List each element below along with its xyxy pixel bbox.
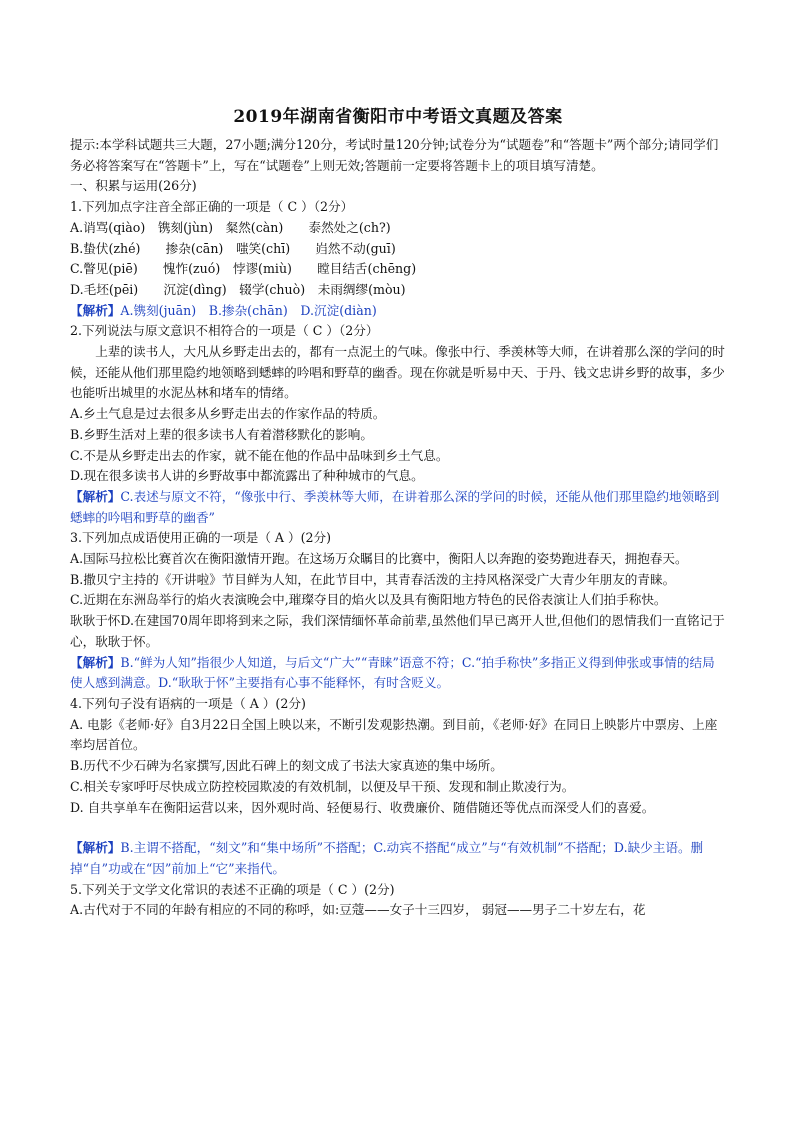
option-b: B.蛰伏(zhé) 掺杂(cān) 嗤笑(chī) 岿然不动(guī) [70,240,396,256]
option-d: D. 自共享单车在衡阳运营以来，因外观时尚、轻便易行、收费廉价、随借随还等优点而深受人们的喜爱。 [70,799,655,815]
answer-explanation [70,487,726,528]
option-d: D.毛坯(pēi) 沉淀(dìng) 辍学(chuò) 未雨绸缪(mòu) [70,281,406,297]
option-a: A. 电影《老师·好》自3月22日全国上映以来，不断引发观影热潮。到目前，《老师·好》在同日上映影片中票房、上座率均居首位。 [70,716,718,753]
question-stem: 3.下列加点成语使用正确的一项是（ A ）(2分) [70,530,332,546]
option-a: A.诮骂(qiào) 镌刻(jùn) 粲然(càn) 泰然处之(ch?) [70,219,391,235]
explanation-text: B.主谓不搭配，“刻文”和“集中场所”不搭配；C.动宾不搭配“成立”与“有效机制”不搭配；D.缺少主语。删掉“自”功或在“因”前加上“它”来指代。 [70,840,704,876]
answer-explanation [70,838,726,879]
explanation-tag: 【解析】 [70,488,121,504]
explanation-tag: 【解析】 [70,840,121,856]
option-b: B.撒贝宁主持的《开讲啦》节目鲜为人知，在此节目中，其青春活泼的主持风格深受广大青少年朋友的青睐。 [70,571,676,587]
answer-explanation [70,653,726,694]
option-c: C.瞥见(piē) 愧怍(zuó) 悖谬(miù) 瞠目结舌(chēng) [70,261,417,277]
option-c: C.相关专家呼吁尽快成立防控校园欺凌的有效机制，以便及早干预、发现和制止欺凌行为。 [70,778,575,794]
question-stem: 1.下列加点字注音全部正确的一项是（ C ）（2分） [70,199,354,215]
option-b: B.历代不少石碑为名家撰写,因此石碑上的刻文成了书法大家真迹的集中场所。 [70,758,503,774]
exam-tip: 提示:本学科试题共三大题，27小题;满分120分，考试时量120分钟;试卷分为“试题卷”和“答题卡”两个部分;请同学们务必将答案写在“答题卡”上，写在“试题卷”上则无效;答题前一定要将答题卡上的项目填写清楚。 [70,137,719,173]
question-stem: 5.下列关于文学文化常识的表述不正确的项是（ C ）(2分) [70,881,395,897]
option-c: C.近期在东洲岛举行的焰火表演晚会中,璀璨夺目的焰火以及具有衡阳地方特色的民俗表演让人们拍手称快。 [70,592,667,608]
explanation-text: A.镌刻(juān) B.掺杂(chān) D.沉淀(diàn) [120,302,377,318]
option-a: A.国际马拉松比赛首次在衡阳激情开跑。在这场万众瞩目的比赛中，衡阳人以奔跑的姿势跑进春天，拥抱春天。 [70,551,688,567]
section-heading: 一、积累与运用(26分) [70,178,197,194]
question-stem: 4.下列句子没有语病的一项是（ A ）(2分) [70,695,306,711]
option-d: 耿耿于怀D.在建国70周年即将到来之际，我们深情缅怀革命前辈,虽然他们早已离开人世,但他们的恩情我们一直铭记于心，耿耿于怀。 [70,613,725,649]
option-c: C.不是从乡野走出去的作家，就不能在他的作品中品味到乡土气息。 [70,447,449,463]
document-body [70,98,726,921]
option-d: D.现在很多读书人讲的乡野故事中都流露出了种种城市的气息。 [70,468,424,484]
explanation-tag: 【解析】 [70,302,121,318]
option-b: B.乡野生活对上辈的很多读书人有着潜移默化的影响。 [70,426,373,442]
explanation-text: C.表述与原文不符，“像张中行、季羡林等大师，在讲着那么深的学问的时候，还能从他们那里隐约地领略到蟋蟀的吟唱和野草的幽香” [70,488,720,525]
page-title: 2019年湖南省衡阳市中考语文真题及答案 [233,107,563,127]
option-a: A.乡土气息是过去很多从乡野走出去的作家作品的特质。 [70,406,386,422]
explanation-tag: 【解析】 [70,654,121,670]
answer-explanation [70,301,726,322]
option-a: A.古代对于不同的年龄有相应的不同的称呼，如:豆蔻——女子十三四岁， 弱冠——男子二十岁左右，花 [70,902,646,918]
question-stem: 2.下列说法与原文意识不相符合的一项是（ C ）（2分） [70,323,379,339]
reading-passage: 上辈的读书人，大凡从乡野走出去的，都有一点泥土的气味。像张中行、季羡林等大师，在讲着那么深的学问的时候，还能从他们那里隐约地领略到蟋蟀的吟唱和野草的幽香。现在你就是听易中天、于丹、钱文忠讲乡野的故事，多少也能听出城里的水泥丛林和堵车的情绪。 [70,344,725,401]
spacer [70,818,726,838]
explanation-text: B.“鲜为人知”指很少人知道，与后文“广大”“青睐”语意不符；C.“拍手称快”多指正义得到伸张或事情的结局使人感到满意。D.“耿耿于怀”主要指有心事不能释怀，有时含贬义。 [70,654,715,691]
